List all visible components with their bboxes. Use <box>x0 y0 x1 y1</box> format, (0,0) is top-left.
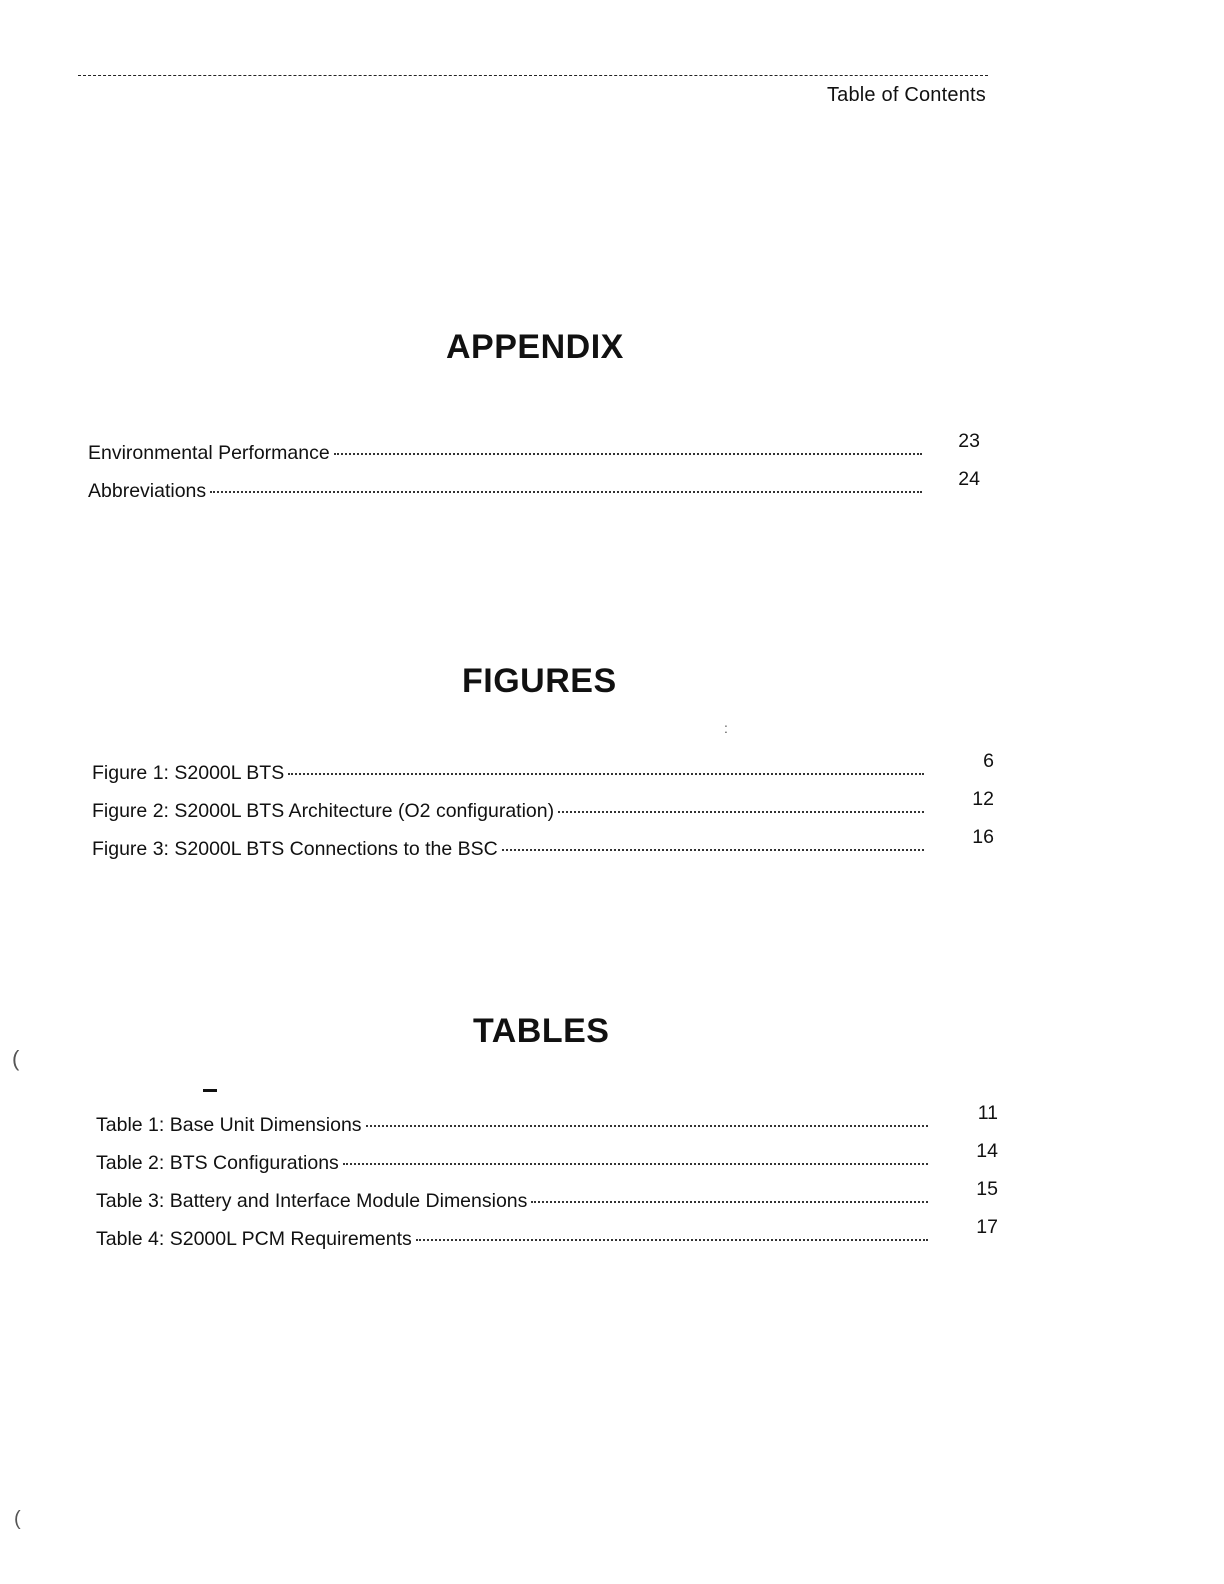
toc-entry-page: 6 <box>983 750 994 772</box>
toc-entry-page: 23 <box>958 430 980 452</box>
tables-heading: TABLES <box>473 1012 610 1050</box>
toc-entry-label: Figure 1: S2000L BTS <box>92 762 288 785</box>
toc-leader <box>92 838 924 861</box>
toc-leader <box>96 1152 928 1175</box>
dot-leader <box>334 453 922 455</box>
toc-entry[interactable] <box>92 788 1004 832</box>
header-rule <box>78 75 988 76</box>
toc-leader <box>88 442 922 465</box>
toc-entry[interactable] <box>96 1140 1008 1184</box>
toc-entry-label: Environmental Performance <box>88 442 334 465</box>
toc-entry-page: 24 <box>958 468 980 490</box>
toc-entry-page: 14 <box>976 1140 998 1162</box>
scan-artifact: ( <box>14 1508 21 1530</box>
scan-speck: : <box>724 720 728 736</box>
toc-entry[interactable] <box>96 1178 1008 1222</box>
dot-leader <box>366 1125 928 1127</box>
dot-leader <box>416 1239 928 1241</box>
toc-entry-label: Table 3: Battery and Interface Module Dimensions <box>96 1190 531 1213</box>
toc-leader <box>96 1228 928 1251</box>
toc-entry[interactable] <box>88 430 1000 474</box>
dot-leader <box>531 1201 928 1203</box>
toc-entry-page: 11 <box>977 1102 998 1124</box>
toc-entry-page: 15 <box>976 1178 998 1200</box>
figures-list <box>92 750 1004 870</box>
toc-entry[interactable] <box>88 468 1000 512</box>
dot-leader <box>502 849 924 851</box>
toc-leader <box>88 480 922 503</box>
dot-leader <box>343 1163 928 1165</box>
toc-entry-label: Table 4: S2000L PCM Requirements <box>96 1228 416 1251</box>
toc-leader <box>96 1114 928 1137</box>
toc-entry-page: 16 <box>972 826 994 848</box>
scan-mark <box>203 1089 217 1092</box>
toc-entry-page: 17 <box>976 1216 998 1238</box>
appendix-heading: APPENDIX <box>446 328 624 366</box>
toc-entry[interactable] <box>92 750 1004 794</box>
toc-entry[interactable] <box>96 1102 1008 1146</box>
dot-leader <box>558 811 924 813</box>
tables-list <box>96 1102 1008 1260</box>
dot-leader <box>210 491 922 493</box>
toc-entry[interactable] <box>96 1216 1008 1260</box>
toc-entry-page: 12 <box>972 788 994 810</box>
toc-leader <box>92 762 924 785</box>
toc-leader <box>96 1190 928 1213</box>
toc-entry-label: Table 1: Base Unit Dimensions <box>96 1114 366 1137</box>
running-header: Table of Contents <box>826 84 986 106</box>
appendix-list <box>88 430 1000 512</box>
toc-entry-label: Figure 3: S2000L BTS Connections to the BSC <box>92 838 502 861</box>
toc-leader <box>92 800 924 823</box>
figures-heading: FIGURES <box>462 662 617 700</box>
toc-entry-label: Figure 2: S2000L BTS Architecture (O2 configuration) <box>92 800 558 823</box>
toc-entry-label: Table 2: BTS Configurations <box>96 1152 343 1175</box>
scan-artifact: ( <box>12 1046 20 1071</box>
dot-leader <box>288 773 924 775</box>
toc-entry[interactable] <box>92 826 1004 870</box>
toc-entry-label: Abbreviations <box>88 480 210 503</box>
